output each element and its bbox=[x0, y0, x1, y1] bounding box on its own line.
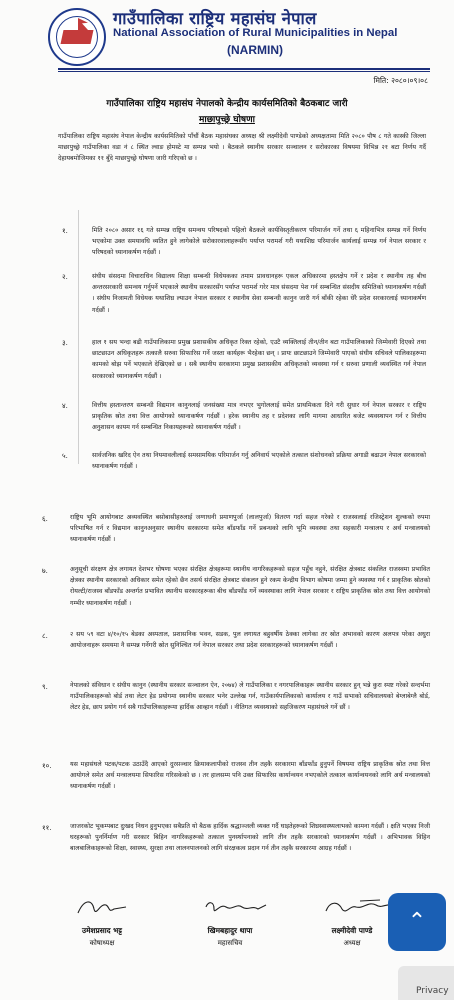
signature-treasurer bbox=[70, 897, 180, 919]
point-text: राष्ट्रिय भूमि आयोगबाट अव्यवस्थित बसोबासीहरुलाई जग्गाधनी प्रमाणपुर्जा (लालपुर्जा) वितरण गर्दा सहज गरेको र राजस्वलाई रजिस्ट्रेशन शुल्कको रुपमा परिभाषित गर्न र विद्यमान कानुनअनुसार स्थानीय सरकारमा समेत बाँडफाँड गर्ने प्रबन्धको लागि भूमि व्यवस्था तथा सहकारी मन्त्रालय र अर्थ मन्त्रालयको ध्यानाकर्षण गर्दछौं । bbox=[70, 514, 430, 544]
point-text: सार्वजनिक खरिद ऐन तथा नियमावलीलाई समसामयिक परिमार्जन गर्नु अनिवार्य भएकोले तत्काल संशोधनको प्रक्रिया अगाडी बढाउन नेपाल सरकारको ध्यानाकर्षण गर्दछौं । bbox=[92, 452, 426, 471]
point-text: नेपालको संविधान र संघीय कानुन (स्थानीय सरकार सञ्चालन ऐन, २०७४) ले गाउँपालिका र नगरपालिकाहरू स्थानीय सरकार हुन् भन्ने कुरा स्पष्ट गरेको सन्दर्भमा गाउँपालिकाहरूको बोर्ड तथा लेटर हेड प्रयोगमा स्थानीय सरकार भनेर उल्लेख गर्न, गाउँकार्यपालिकाको कार्यालय र गाउँ सभाको सचिवालयको बेग्लाबेग्लै बोर्ड, लेटर हेड, छाप प्रयोग गर्न सबै गाउँपालिकाहरूमा हार्दिक आव्हान गर्दछौं । नीतिगत व्यवस्थाको सहजिकरण महासंघले गर्ने छौं । bbox=[70, 682, 430, 712]
point-number: ८. bbox=[42, 632, 48, 640]
point-number: ३. bbox=[62, 339, 68, 347]
org-title-nepali: गाउँपालिका राष्ट्रिय महासंघ नेपाल bbox=[113, 9, 317, 28]
signatory-role: अध्यक्ष bbox=[343, 939, 361, 947]
point-number: १०. bbox=[42, 762, 52, 770]
org-abbreviation: (NARMIN) bbox=[227, 43, 283, 57]
signatory-name: लक्ष्मीदेवी पाण्डे bbox=[331, 926, 373, 935]
point-number: २. bbox=[62, 273, 68, 281]
privacy-badge[interactable]: Privacy bbox=[398, 966, 454, 1000]
point-number: ६. bbox=[42, 515, 48, 523]
point-number: ९. bbox=[42, 683, 48, 691]
document-date: मिति: २०८०।०९।०८ bbox=[373, 76, 428, 85]
header-rule-thin bbox=[58, 71, 430, 72]
signatory-role: महासचिव bbox=[217, 939, 243, 947]
chevron-up-icon: ⌃ bbox=[407, 909, 427, 934]
scroll-to-top-button[interactable] bbox=[388, 893, 446, 951]
point-number: ४. bbox=[62, 402, 68, 410]
point-number: ११. bbox=[42, 824, 52, 832]
point-text: संघीय संसदमा विचाराधिन विद्यालय शिक्षा सम्बन्धी विधेयकका तमाम प्रावधानहरू एकल अधिकारमा हस्तक्षेप गर्ने र प्रदेश र स्थानीय तह बीच अन्तरसरकारी समन्वय गर्नुपर्ने भएकाले स्थानीय सरकारसँग पर्याप्त परामर्श गरेर मात्र संसदमा पेश गर्न सम्बन्धित संसदीय समितिको ध्यानाकर्षण गर्दछौं । संघीय निजामती विधेयक यथाशिघ्र ल्याउन नेपाल सरकार र स्थानीय सेवा सम्बन्धी कानुन जारी गर्न बाँकी रहेका धेरै प्रदेश सरकारलाई ध्यानाकर्षण गर्दछौं । bbox=[92, 273, 426, 314]
point-text: २ सय ५९ वटा ४/१०/१५ बेडका अस्पताल, प्रशासनिक भवन, सडक, पुल लगायत बहुवर्षीय ठेक्का लागेका तर स्रोत अभावको कारण अलपत्र परेका अधुरा आयोजनाहरू समयमा नै सम्पन्न गर्नेगरी स्रोत सुनिश्चित गर्न नेपाल सरकार तथा प्रदेश सरकारहरूको ध्यानाकर्षण गर्दछौं । bbox=[70, 631, 430, 650]
intro-paragraph: गाउँपालिका राष्ट्रिय महासंघ नेपाल केन्द्रीय कार्यसमितिको पाँचौं बैठक महासंघका अध्यक्ष श्री लक्ष्मीदेवी पाण्डेको अध्यक्षतामा मिति २०८० पौष ८ गते कास्की जिल्ला माछापुच्छ्रे गाउँपालिका वडा नं ८ स्थित ल्वाङ होमस्टे मा सम्पन्न भयो । बैठकले स्थानीय सरकार सञ्चालन र सरोकारका विषयमा विभिन्न २१ बटा निर्णय गर्दै देहायबमोजिमका ११ बुँदे माछापुच्छ्रे घोषणा जारी गरिएको छ । bbox=[58, 133, 426, 163]
point-text: हाल १ सय भन्दा बढी गाउँपालिकामा प्रमुख प्रशासकीय अधिकृत रिक्त रहेको, एउटै व्यक्तिलाई तीन/तीन बटा गाउँपालिकाको जिम्मेवारी दिएको तथा छाटछाउन अधिकृतहरू तत्कालै सरुवा सिफारिस गर्ने जस्ता कार्यहरू भैरहेका छन् । प्रायः छाटछाउने जिम्मेवारी पाएको संघीय सचिवले पालिकाहरूमा कामको बोझ पर्ने भएकाले देखिएको छ । सबै स्थानीय सरकारमा प्रमुख प्रशासकीय अधिकृतको व्यवस्था गर्न र सरुवा प्रणाली व्यवस्थित गर्न नेपाल सरकारको ध्यानाकर्षण गर्दछौं । bbox=[92, 339, 426, 380]
point-number: ५. bbox=[62, 452, 68, 460]
signatory-name: खिमबहादुर थापा bbox=[207, 926, 253, 935]
letterhead bbox=[0, 0, 454, 72]
point-text: अनुसूची संरक्षण क्षेत्र लगायत देशभर घोषणा भएका संरक्षित क्षेत्रहरूमा स्थानीय नागरिकहरूको सहज पहुँच नहुने, संरक्षित क्षेत्रबाट संकलित राजस्वमा प्रभावित क्षेत्रका स्थानीय सरकारको अधिकार समेत रहेको छैन तसर्थ संरक्षित क्षेत्रबाट संकलन हुने रकम केन्द्रीय विभाग कोषमा जम्मा हुने व्यवस्था गर्न र प्राकृतिक स्रोतको रोयल्टी/राजस्व बाँडफाँड अन्तर्गत प्रभावित स्थानीय सरकारहरूका बीच बाँडफाँड गर्ने व्यवस्थाका लागि नेपाल सरकार र राष्ट्रिय प्राकृतिक स्रोत तथा वित्त आयोगको गम्भीर ध्यानाकर्षण गर्दछौं । bbox=[70, 566, 430, 607]
document-heading: गाउँपालिका राष्ट्रिय महासंघ नेपालको केन्द्रीय कार्यसमितिको बैठकबाट जारी bbox=[106, 99, 348, 109]
signatory-name: उमेशप्रसाद भट्ट bbox=[82, 926, 122, 935]
header-rule bbox=[58, 68, 430, 70]
document-subheading: माछापुच्छ्रे घोषणा bbox=[199, 115, 255, 125]
point-text: यस महासंघले पटक/पटक उठाउँदै आएको दुरसञ्चार क्रियाकलापीको राजस्व तीन तहकै सरकारमा बाँडफाँड हुनुपर्ने विषयमा राष्ट्रिय प्राकृतिक स्रोत तथा वित्त आयोगले समेत अर्थ मन्त्रालयमा सिफारिस गरिसकेको छ । तर हालसम्म पनि उक्त सिफारिस कार्यान्वयन नभएकोले तत्काल कार्यान्वयनको लागि अर्थ मन्त्रालयको ध्यानाकर्षण गर्दछौं । bbox=[70, 761, 430, 791]
signatory-role: कोषाध्यक्ष bbox=[89, 939, 115, 947]
point-number: १. bbox=[62, 227, 68, 235]
org-title-english: National Association of Rural Municipalities in Nepal bbox=[113, 27, 398, 39]
point-text: जाजरकोट भूकम्पबाट दुःखद निधन हुनुभएका सबैप्रति यो बैठक हार्दिक श्रद्धाञ्जली व्यक्त गर्दै घाइतेहरूको शिघ्रस्वास्थ्यलाभको कामना गर्दछौं । क्षति भएका निजी घरहरूको पुनर्निर्माण गरी सरकार बिहिन नागरिकहरूको तत्काल पुनर्स्थापनाको लागि तीन तहकै सरकारको ध्यानाकर्षण गर्दछौं । अभिभावक विहिन बालबालिकाहरूको शिक्षा, स्वास्थ्य, सुरक्षा तथा लालनपालनको लागि संरक्षकत्व प्रदान गर्न तीन तहकै सरकारमा आग्रह गर्दछौं । bbox=[70, 823, 430, 853]
narmin-logo bbox=[48, 8, 106, 66]
point-number: ७. bbox=[42, 567, 48, 575]
point-text: वित्तीय हस्तान्तरण सम्बन्धी विद्यमान कानुनलाई जनसंख्या मात्र नभएर भुगोललाई समेत प्राथमिकता दिने गरी सुधार गर्न नेपाल सरकार र राष्ट्रिय प्राकृतिक स्रोत तथा वित्त आयोगको ध्यानाकर्षण गर्दछौं । हरेक स्थानीय तह र प्रदेशका लागि मागमा आधारित बजेट व्यवस्थापन गर्न र वित्तीय अनुशासन कायम गर्न सम्बन्धित निकायहरूको ध्यानाकर्षण गर्दछौं । bbox=[92, 402, 426, 432]
point-text: मिति २०८० असार १६ गते सम्पन्न राष्ट्रिय समन्वय परिषदको पहिलो बैठकले कार्यविस्तृतीकरण परिमार्जन गर्ने तथा ६ महिनाभित्र सम्पन्न गर्ने निर्णय भएकोमा उक्त समयावधि व्यतित हुने लागेकोले सरोकारवालाहरूसँग पर्याप्त परामर्श गरी यथाशिघ्र परिमार्जन कार्यलाई सम्पन्न गर्न नेपाल सरकार र परिषदको ध्यानाकर्षण गर्दछौं । bbox=[92, 227, 426, 257]
signature-general-secretary bbox=[200, 897, 310, 919]
